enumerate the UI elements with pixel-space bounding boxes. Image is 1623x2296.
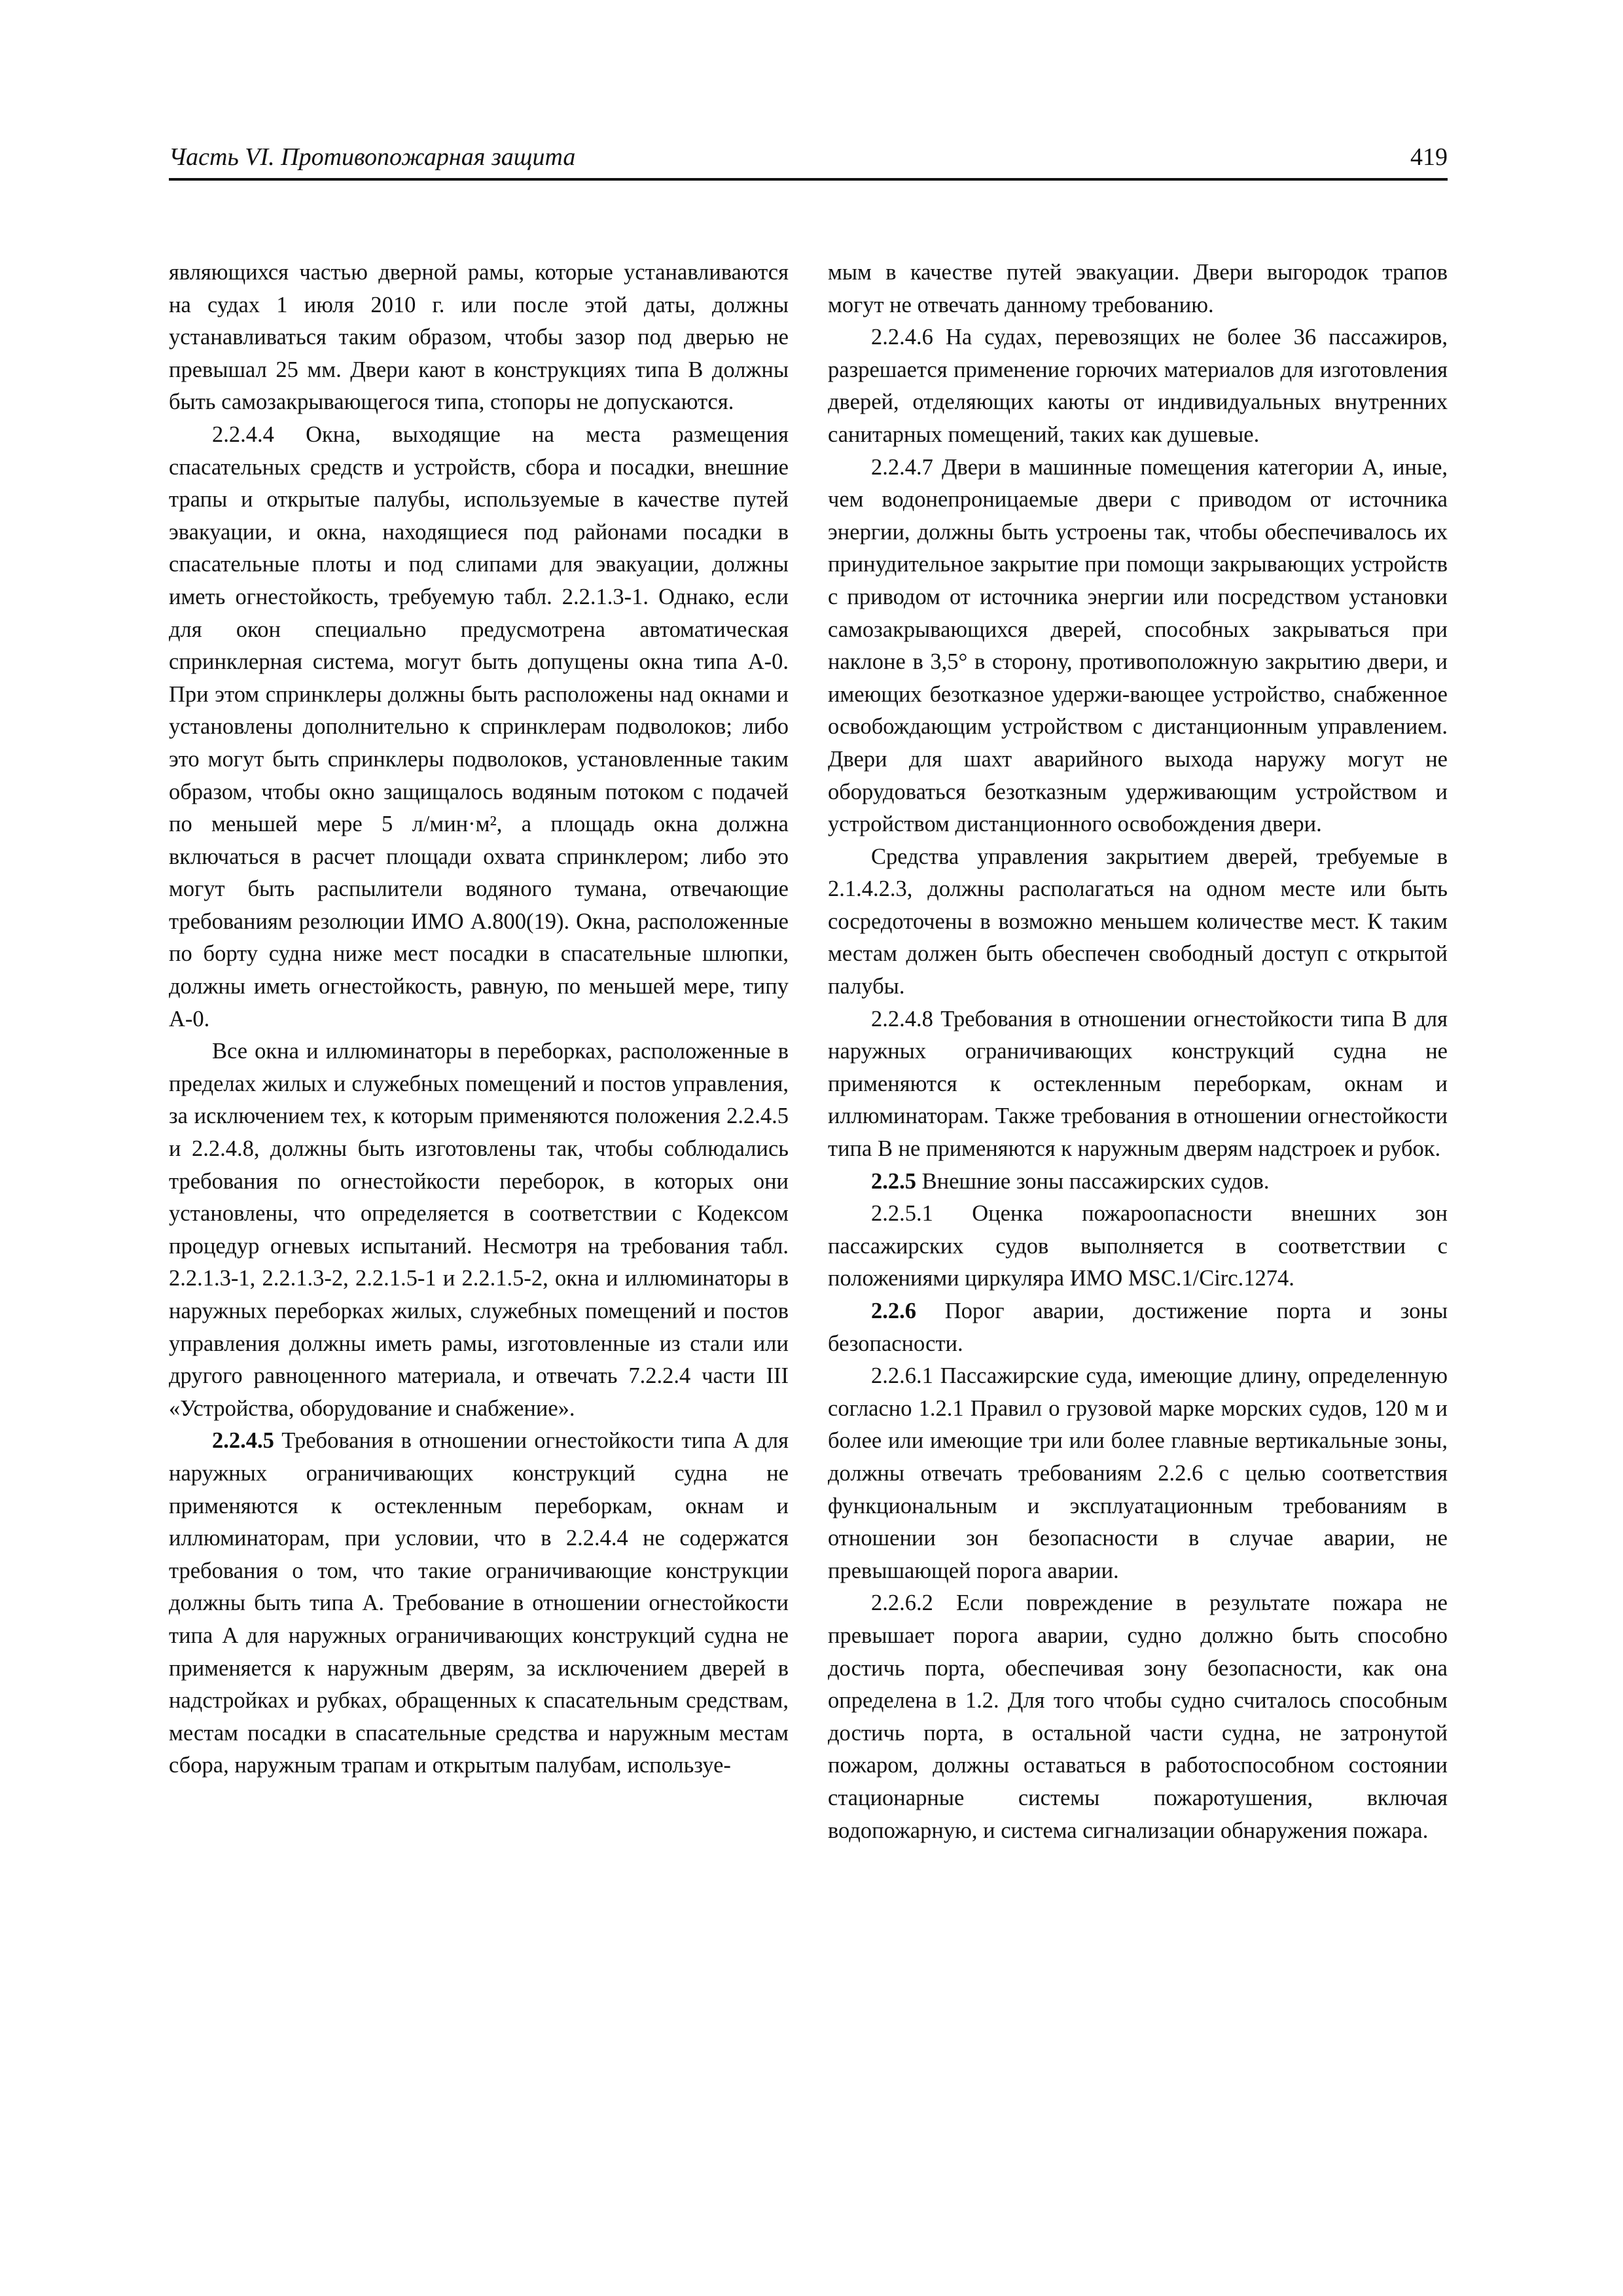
section-heading-text: Порог аварии, достижение порта и зоны безопасности. [828,1299,1448,1356]
section-number: 2.2.4.8 [871,1006,933,1031]
section-number: 2.2.4.5 [212,1428,274,1454]
section-number: 2.2.6.1 [871,1363,933,1389]
paragraph-text: Требования в отношении огнестойкости типа B для наружных ограничивающих конструкций судна не применяются к остекленным переборкам, окнам и иллюминаторам. Также требования в отношении огнестойкости типа B не применяются к наружным дверям надстроек и рубок. [828,1006,1448,1162]
section-number: 2.2.4.6 [871,325,933,350]
section-2-2-5-heading [828,1166,1448,1198]
section-2-2-4-8 [828,1003,1448,1166]
paragraph-text: Окна, выходящие на места размещения спасательных средств и устройств, сбора и посадки, внешние трапы и открытые палубы, используемые в качестве путей эвакуации, и окна, находящиеся под районами посадки в спасательные плоты и под слипами для эвакуации, должны иметь огнестойкость, требуемую табл. 2.2.1.3-1. Однако, если для окон специально предусмотрена автоматическая спринклерная система, могут быть допущены окна типа A-0. При этом спринклеры должны быть расположены над окнами и установлены дополнительно к спринклерам подволоков; либо это могут быть спринклеры подволоков, установленные таким образом, чтобы окно защищалось водяным потоком с подачей по меньшей мере 5 л/мин·м², а площадь окна должна включаться в расчет площади охвата спринклером; либо это могут быть распылители водяного тумана, отвечающие требованиям резолюции ИМО A.800(19). Окна, расположенные по борту судна ниже мест посадки в спасательные шлюпки, должны иметь огнестойкость, равную, по меньшей мере, типу A-0. [169,422,789,1031]
section-number: 2.2.5 [871,1168,916,1194]
paragraph-text: Все окна и иллюминаторы в переборках, расположенные в пределах жилых и служебных помещений и постов управления, за исключением тех, к которым применяются положения 2.2.4.5 и 2.2.4.8, должны быть изготовлены так, чтобы соблюдались требования по огнестойкости переборок, в которых они установлены, что определяется в соответствии с Кодексом процедур огневых испытаний. Несмотря на требования табл. 2.2.1.3-1, 2.2.1.3-2, 2.2.1.5-1 и 2.2.1.5-2, окна и иллюминаторы в наружных переборках жилых, служебных помещений и постов управления должны иметь рамы, изготовленные из стали или другого равноценного материала, и отвечать 7.2.2.4 части III «Устройства, оборудование и снабжение». [169,1039,789,1421]
paragraph [828,257,1448,321]
paragraph [169,1035,789,1425]
paragraph-text: Средства управления закрытием дверей, требуемые в 2.1.4.2.3, должны располагаться на одном месте или быть сосредоточены в возможно меньшем количестве мест. К таким местам должен быть обеспечен свободный доступ с открытой палубы. [828,844,1448,999]
section-number: 2.2.5.1 [871,1201,933,1227]
paragraph [169,257,789,419]
section-2-2-5-1 [828,1198,1448,1295]
paragraph-text: Требования в отношении огнестойкости типа A для наружных ограничивающих конструкций судна не применяются к остекленным переборкам, окнам и иллюминаторам, при условии, что в 2.2.4.4 не содержатся требования о том, что такие ограничивающие конструкции должны быть типа A. Требование в отношении огнестойкости типа A для наружных ограничивающих конструкций судна не применяется к наружным дверям, за исключением дверей в надстройках и рубках, обращенных к спасательным средствам, местам посадки в спасательные средства и наружным местам сбора, наружным трапам и открытым палубам, используе- [169,1428,789,1778]
section-number: 2.2.6 [871,1299,916,1323]
section-2-2-6-1 [828,1360,1448,1587]
paragraph-text: Если повреждение в результате пожара не превышает порога аварии, судно должно быть способно достичь порта, обеспечивая зону безопасности, как она определена в 1.2. Для того чтобы судно считалось способным достичь порта, в остальной части судна, не затронутой пожаром, должны оставаться в работоспособном состоянии стационарные системы пожаротушения, включая водопожарную, и система сигнализации обнаружения пожара. [828,1590,1448,1843]
section-2-2-4-6 [828,321,1448,451]
header-rule [169,178,1448,181]
paragraph-text: мым в качестве путей эвакуации. Двери выгородок трапов могут не отвечать данному требованию. [828,260,1448,317]
section-2-2-6-2 [828,1587,1448,1847]
section-number: 2.2.6.2 [871,1590,933,1616]
section-2-2-4-7 [828,452,1448,841]
paragraph [828,841,1448,1003]
paragraph-text: Двери в машинные помещения категории A, иные, чем водонепроницаемые двери с приводом от источника энергии, должны быть устроены так, чтобы обеспечивалось их принудительное закрытие при помощи закрывающих устройств с приводом от источника энергии или посредством установки самозакрывающихся дверей, способных закрываться при наклоне в 3,5° в сторону, противоположную закрытию двери, и имеющих безотказное удержи-вающее устройство, снабженное освобождающим устройством с дистанционным управлением. Двери для шахт аварийного выхода наружу могут не оборудоваться безотказным удерживающим устройством и устройством дистанционного освобождения двери. [828,454,1448,837]
paragraph-text: На судах, перевозящих не более 36 пассажиров, разрешается применение горючих материалов для изготовления дверей, отделяющих каюты от индивидуальных внутренних санитарных помещений, таких как душевые. [828,325,1448,447]
paragraph-text: Оценка пожароопасности внешних зон пассажирских судов выполняется в соответствии с положениями циркуляра ИМО MSC.1/Circ.1274. [828,1201,1448,1291]
section-number: 2.2.4.4 [212,422,274,447]
section-2-2-4-4 [169,419,789,1035]
running-header [169,141,1448,179]
page-number: 419 [1410,143,1448,171]
section-2-2-6-heading [828,1295,1448,1360]
section-heading-text: Внешние зоны пассажирских судов. [921,1168,1270,1194]
running-title: Часть VI. Противопожарная защита [169,143,576,171]
paragraph-text: Пассажирские суда, имеющие длину, определенную согласно 1.2.1 Правил о грузовой марке морских судов, 120 м и более или имеющие три или более главные вертикальные зоны, должны отвечать требованиям 2.2.6 с целью соответствия функциональным и эксплуатационным требованиям в отношении зон безопасности в случае аварии, не превышающей порога аварии. [828,1363,1448,1583]
section-number: 2.2.4.7 [871,454,933,480]
paragraph-text: являющихся частью дверной рамы, которые устанавливаются на судах 1 июля 2010 г. или после этой даты, должны устанавливаться таким образом, чтобы зазор под дверью не превышал 25 мм. Двери кают в конструкциях типа B должны быть самозакрывающегося типа, стопоры не допускаются. [169,260,789,415]
section-2-2-4-5 [169,1425,789,1782]
left-column [169,257,789,1782]
right-column [828,257,1448,1847]
